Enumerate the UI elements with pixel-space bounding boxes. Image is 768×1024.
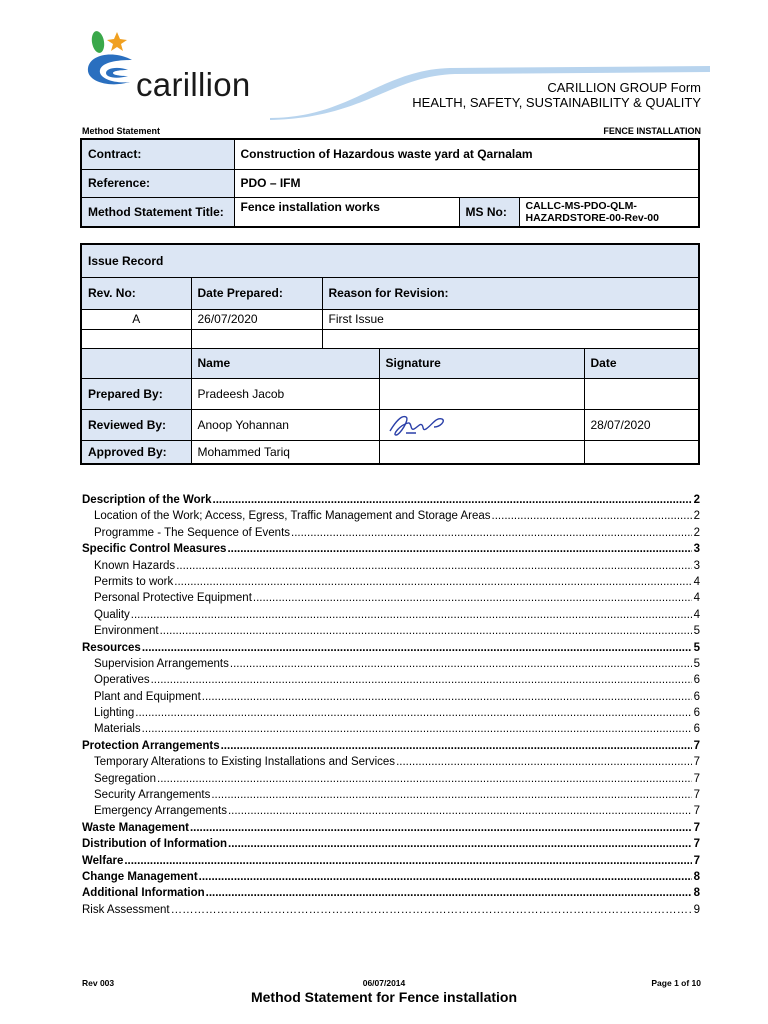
toc-leader-dots [221,740,692,752]
revision-row [81,309,699,329]
toc-leader-dots [213,494,692,506]
toc-entry[interactable] [82,838,700,854]
ms-title-label: Method Statement Title: [81,197,234,227]
toc-entry[interactable] [82,740,700,756]
toc-entry-page: 2 [693,526,700,539]
toc-entry-title: Segregation [94,772,157,785]
prepared-by-name: Pradeesh Jacob [191,378,379,409]
toc-entry-page: 2 [693,494,700,506]
prepared-date [584,378,699,409]
reference-label: Reference: [81,169,234,197]
toc-entry[interactable] [82,642,700,658]
date-prepared-header: Date Prepared: [191,277,322,309]
toc-entry-page: 8 [693,870,700,883]
toc-entry-page: 7 [693,756,700,769]
toc-entry[interactable] [82,691,700,707]
doc-subject-label: FENCE INSTALLATION [603,126,701,136]
toc-entry[interactable] [82,789,700,805]
toc-entry[interactable] [82,871,700,887]
toc-leader-dots [199,871,692,883]
logo-wordmark: carillion [136,66,251,103]
toc-entry[interactable] [82,543,700,559]
toc-entry-page: 7 [693,821,700,834]
toc-entry[interactable] [82,904,700,920]
toc-entry-page: 6 [693,690,700,703]
toc-entry[interactable] [82,723,700,739]
toc-entry-title: Programme - The Sequence of Events [94,526,291,539]
toc-entry-page: 6 [693,674,700,687]
empty-cell [322,329,699,348]
contract-table [80,138,700,228]
approved-signature [379,440,584,464]
toc-leader-dots [151,674,692,686]
toc-entry[interactable] [82,625,700,641]
toc-leader-dots [291,527,692,539]
toc-leader-dots [253,592,692,604]
ms-no-line1: CALLC-MS-PDO-QLM- [525,199,637,212]
toc-entry[interactable] [82,887,700,903]
toc-entry[interactable] [82,592,700,608]
toc-entry-title: Temporary Alterations to Existing Installations and Services [94,756,396,769]
toc-entry-title: Plant and Equipment [94,690,201,703]
toc-entry-title: Supervision Arrangements [94,657,229,670]
toc-entry-page: 4 [693,575,700,588]
form-title-line1: CARILLION GROUP Form [547,80,701,95]
footer-date: 06/07/2014 [362,978,406,988]
reviewed-by-name: Anoop Yohannan [191,409,379,440]
toc-entry-title: Environment [94,625,159,638]
footer-page-number: Page 1 of 10 [651,978,701,988]
toc-entry[interactable] [82,855,700,871]
toc-leader-dots [142,642,692,654]
empty-cell [191,329,322,348]
contract-value: Construction of Hazardous waste yard at Qarnalam [234,139,699,169]
footer-revision: Rev 003 [82,978,115,988]
toc-entry-title: Operatives [94,674,150,687]
toc-leader-dots [176,560,691,572]
toc-leader-dots [174,576,691,588]
toc-entry-title: Lighting [94,707,135,720]
reviewed-date: 28/07/2020 [584,409,699,440]
toc-entry[interactable] [82,707,700,723]
form-title-line2: HEALTH, SAFETY, SUSTAINABILITY & QUALITY [412,95,701,110]
toc-entry-title: Permits to work [94,575,174,588]
toc-entry-title: Specific Control Measures [82,543,227,556]
toc-leader-dots [131,609,692,621]
approved-by-label: Approved By: [81,440,191,464]
toc-leader-dots [230,658,692,670]
toc-entry[interactable] [82,822,700,838]
footer-document-title: Method Statement for Fence installation [250,989,518,1005]
toc-leader-dots [228,805,692,817]
toc-entry-page: 9 [693,903,700,916]
toc-leader-dots [124,855,691,867]
toc-leader-dots [396,756,692,768]
empty-cell [81,329,191,348]
toc-entry-page: 7 [693,739,700,752]
issue-record-heading: Issue Record [81,244,699,277]
toc-entry[interactable] [82,805,700,821]
toc-entry-page: 6 [693,707,700,720]
toc-entry-title: Emergency Arrangements [94,805,227,818]
toc-entry-page: 4 [693,608,700,621]
toc-entry-page: 3 [693,559,700,572]
toc-entry-title: Security Arrangements [94,789,211,802]
ms-no-label: MS No: [459,197,519,227]
toc-entry-title: Protection Arrangements [82,739,220,752]
toc-entry-page: 7 [693,805,700,818]
toc-entry-title: Known Hazards [94,559,176,572]
toc-leader-dots [206,887,692,899]
toc-leader-dots [171,904,692,916]
issue-record-table [80,243,700,465]
toc-entry-title: Personal Protective Equipment [94,592,252,605]
toc-entry-page: 5 [693,641,700,654]
toc-entry-title: Waste Management [82,821,189,834]
toc-leader-dots [227,543,691,555]
rev-no-header: Rev. No: [81,277,191,309]
toc-entry-page: 7 [693,789,700,802]
signature-header: Signature [379,348,584,378]
approved-date [584,440,699,464]
toc-entry-title: Location of the Work; Access, Egress, Traffic Management and Storage Areas [94,510,491,523]
revision-row-empty [81,329,699,348]
prepared-signature [379,378,584,409]
toc-leader-dots [190,822,692,834]
toc-entry[interactable] [82,494,700,510]
toc-entry[interactable] [82,560,700,576]
form-title [412,80,701,110]
toc-entry-title: Change Management [82,870,198,883]
reference-value: PDO – IFM [234,169,699,197]
signature-image [386,411,456,439]
date-header: Date [584,348,699,378]
toc-entry-page: 7 [693,838,700,851]
date-prepared-cell: 26/07/2020 [191,309,322,329]
toc-entry-page: 7 [693,854,700,867]
toc-entry[interactable] [82,674,700,690]
prepared-by-label: Prepared By: [81,378,191,409]
toc-entry-title: Welfare [82,854,124,867]
reviewed-signature [379,409,584,440]
toc-leader-dots [228,838,692,850]
toc-entry-page: 4 [693,592,700,605]
toc-leader-dots [157,773,692,785]
toc-entry[interactable] [82,658,700,674]
toc-entry-title: Resources [82,641,141,654]
toc-entry-page: 6 [693,723,700,736]
toc-entry-title: Description of the Work [82,494,212,506]
toc-entry[interactable] [82,773,700,789]
toc-entry-page: 2 [693,510,700,523]
table-of-contents [82,494,700,920]
approved-by-name: Mohammed Tariq [191,440,379,464]
toc-entry[interactable] [82,756,700,772]
name-header: Name [191,348,379,378]
toc-leader-dots [160,625,692,637]
toc-leader-dots [211,789,691,801]
toc-entry-page: 8 [693,887,700,900]
toc-entry[interactable] [82,510,700,526]
toc-leader-dots [202,691,692,703]
toc-entry-page: 5 [693,625,700,638]
reason-header: Reason for Revision: [322,277,699,309]
toc-entry[interactable] [82,527,700,543]
rev-no-cell: A [81,309,191,329]
doc-type-label: Method Statement [82,126,161,136]
toc-entry-title: Quality [94,608,130,621]
toc-entry-title: Risk Assessment [82,903,170,916]
reviewed-by-label: Reviewed By: [81,409,191,440]
reason-cell: First Issue [322,309,699,329]
toc-leader-dots [135,707,691,719]
ms-title-value: Fence installation works [234,197,459,227]
ms-no-line2: HAZARDSTORE-00-Rev-00 [525,211,659,224]
sign-corner-cell [81,348,191,378]
toc-entry-title: Additional Information [82,887,205,900]
toc-leader-dots [142,723,692,735]
ms-no-value [519,197,699,227]
toc-entry-title: Distribution of Information [82,838,228,851]
toc-entry[interactable] [82,576,700,592]
toc-entry-page: 3 [693,543,700,556]
toc-entry[interactable] [82,609,700,625]
contract-label: Contract: [81,139,234,169]
toc-leader-dots [492,510,692,522]
toc-entry-title: Materials [94,723,141,736]
toc-entry-page: 5 [693,657,700,670]
toc-entry-page: 7 [693,772,700,785]
